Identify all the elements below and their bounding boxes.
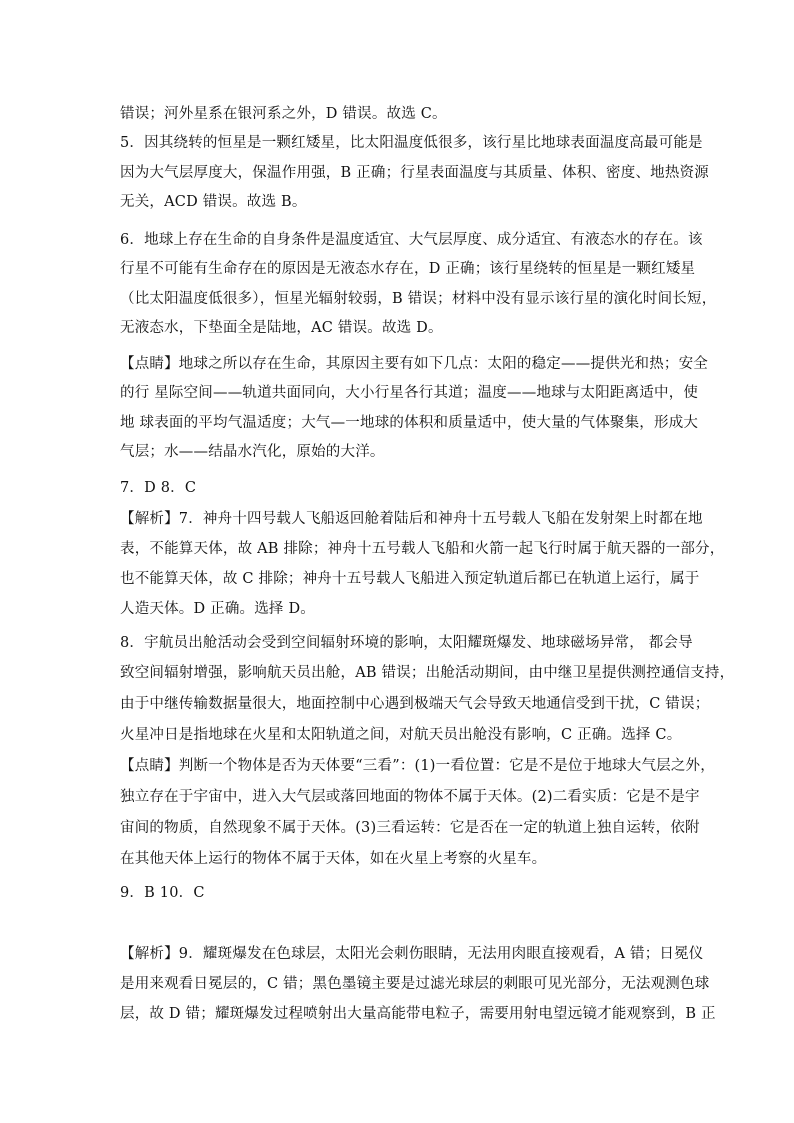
text-line: 独立存在于宇宙中，进入大气层或落回地面的物体不属于天体。(2)二看实质：它是不是宇 (120, 789, 700, 805)
text-line: 的行 星际空间——轨道共面同向，大小行星各行其道；温度——地球与太阳距离适中，使 (120, 385, 699, 401)
text-line: 【解析】7．神舟十四号载人飞船返回舱着陆后和神舟十五号载人飞船在发射架上时都在地 (120, 511, 703, 527)
text-line: 也不能算天体，故 C 排除；神舟十五号载人飞船进入预定轨道后都已在轨道上运行，属于 (120, 571, 700, 587)
text-line: 人造天体。D 正确。选择 D。 (120, 601, 315, 617)
text-line: 【点睛】判断一个物体是否为天体要“三看”：(1)一看位置：它是不是位于地球大气层之外， (120, 758, 715, 774)
text-line: 行星不可能有生命存在的原因是无液态水存在，D 正确；该行星绕转的恒星是一颗红矮星 (120, 261, 696, 277)
text-line: 7．D 8．C (120, 480, 197, 496)
text-line: 地 球表面的平均气温适度；大气—一地球的体积和质量适中，使大量的气体聚集，形成大 (120, 415, 699, 431)
text-line: 8．宇航员出舱活动会受到空间辐射环境的影响，太阳耀斑爆发、地球磁场异常， 都会导 (120, 635, 693, 651)
text-line: 气层；水——结晶水汽化，原始的大洋。 (120, 444, 385, 460)
text-line: 宙间的物质，自然现象不属于天体。(3)三看运转：它是否在一定的轨道上独自运转，依附 (120, 820, 700, 836)
text-line: 致空间辐射增强，影响航天员出舱，AB 错误；出舱活动期间，由中继卫星提供测控通信支持， (120, 665, 735, 681)
text-line: 【点睛】地球之所以存在生命，其原因主要有如下几点：太阳的稳定——提供光和热；安全 (120, 356, 708, 372)
text-line: 无关，ACD 错误。故选 B。 (120, 194, 307, 210)
text-line: 5．因其绕转的恒星是一颗红矮星，比太阳温度低很多，该行星比地球表面温度高最可能是 (120, 135, 703, 151)
text-line: 无液态水，下垫面全是陆地，AC 错误。故选 D。 (120, 320, 443, 336)
text-line: 6．地球上存在生命的自身条件是温度适宜、大气层厚度、成分适宜、有液态水的存在。该 (120, 232, 703, 248)
text-line: （比太阳温度低很多），恒星光辐射较弱，B 错误；材料中没有显示该行星的演化时间长短， (120, 291, 717, 307)
text-line: 表，不能算天体，故 AB 排除；神舟十五号载人飞船和火箭一起飞行时属于航天器的一部分， (120, 541, 725, 557)
text-line: 层，故 D 错；耀斑爆发过程喷射出大量高能带电粒子，需要用射电望远镜才能观察到，B 正 (120, 1006, 716, 1022)
text-line: 【解析】9．耀斑爆发在色球层，太阳光会刺伤眼睛，无法用肉眼直接观看，A 错；日冕仪 (120, 946, 704, 962)
text-line: 因为大气层厚度大，保温作用强，B 正确；行星表面温度与其质量、体积、密度、地热资源 (120, 165, 709, 181)
text-line: 火星冲日是指地球在火星和太阳轨道之间，对航天员出舱没有影响，C 正确。选择 C。 (120, 727, 682, 743)
text-line: 在其他天体上运行的物体不属于天体，如在火星上考察的火星车。 (120, 851, 547, 867)
text-line: 由于中继传输数据量很大，地面控制中心遇到极端天气会导致天地通信受到干扰，C 错误； (120, 696, 710, 712)
text-line: 错误；河外星系在银河系之外，D 错误。故选 C。 (120, 106, 447, 122)
text-line: 是用来观看日冕层的，C 错；黑色墨镜主要是过滤光球层的刺眼可见光部分，无法观测色球 (120, 976, 710, 992)
text-line: 9．B 10．C (120, 885, 205, 901)
